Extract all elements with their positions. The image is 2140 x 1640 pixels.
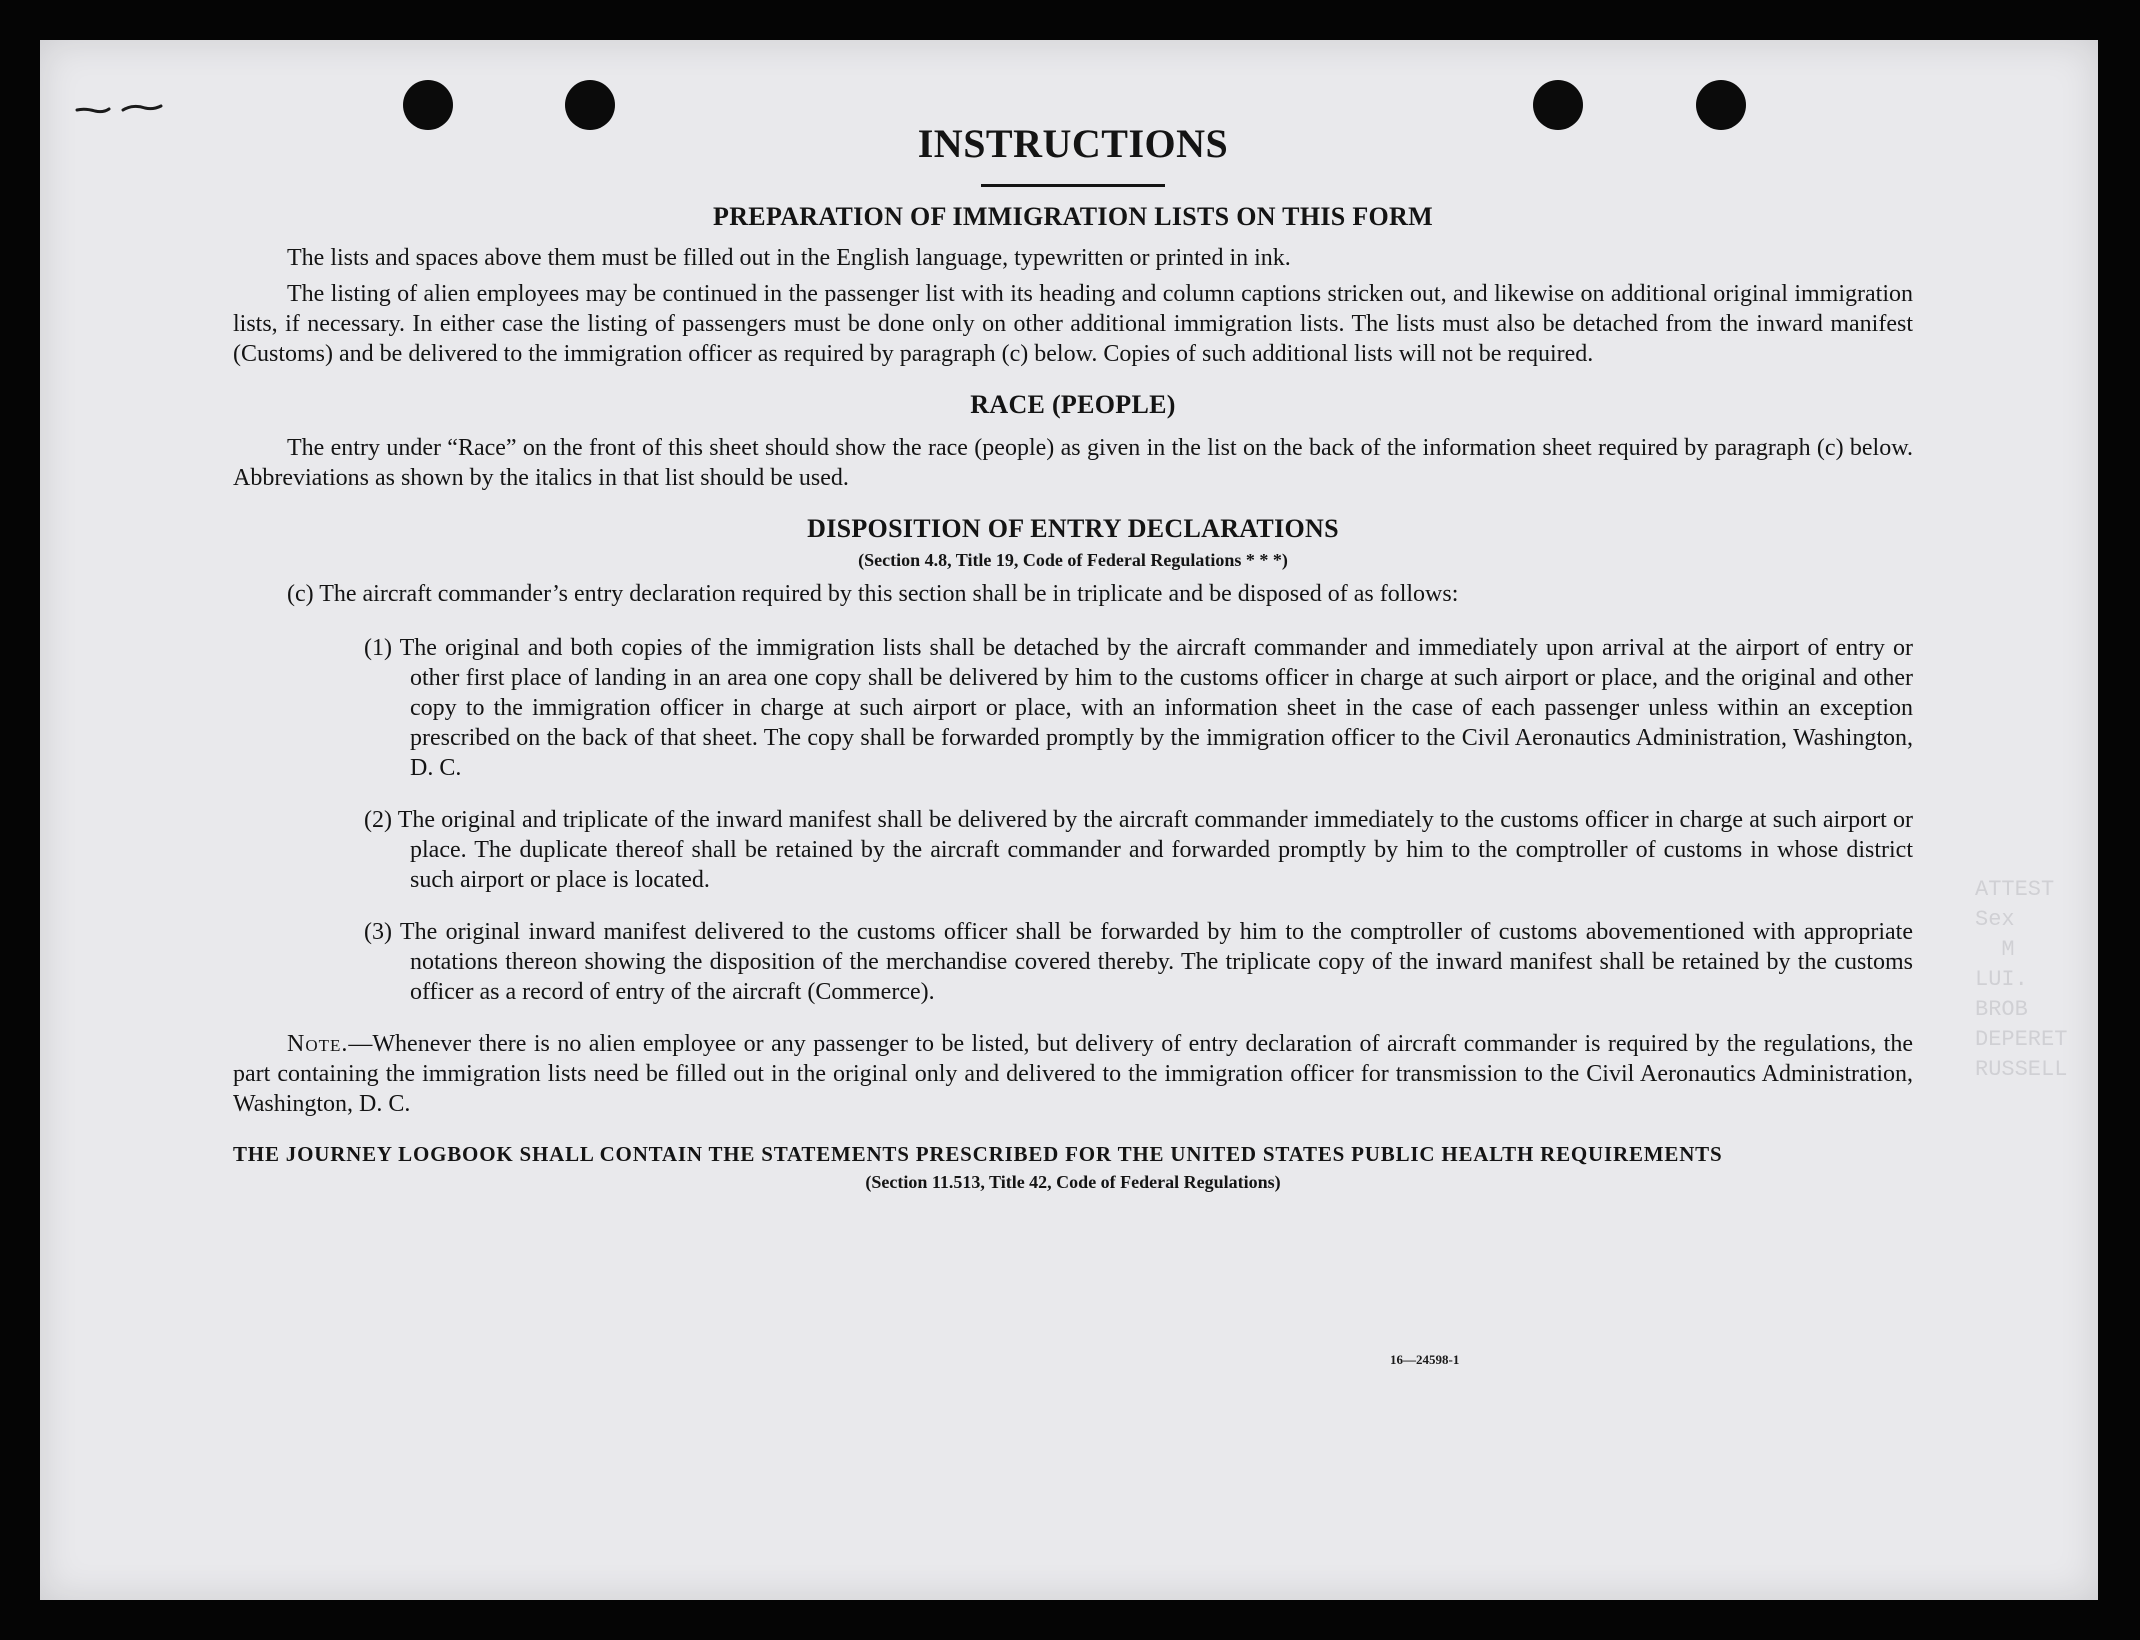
note-paragraph: [233, 1029, 1913, 1119]
disposition-item-1: [233, 633, 1913, 783]
pen-mark-icon: [75, 98, 165, 118]
item-text: The original inward manifest delivered to the customs officer shall be forwarded by him to the comptroller of customs abovementioned with appropriate notations thereon showing the disposition of the merchandise covered thereby. The triplicate copy of the inward manifest shall be retained by the customs officer as a record of entry of the aircraft (Commerce).: [399, 919, 1913, 1005]
note-lead: Note.: [287, 1031, 349, 1057]
race-paragraph: The entry under “Race” on the front of this sheet should show the race (people) as given in the list on the back of the information sheet required by paragraph (c) below. Abbreviations as shown by the italics in that list should be used.: [233, 435, 1913, 491]
section-heading-preparation: PREPARATION OF IMMIGRATION LISTS ON THIS FORM: [713, 202, 1433, 231]
form-number: 16—24598-1: [1390, 1352, 1460, 1367]
section-heading-disposition: DISPOSITION OF ENTRY DECLARATIONS: [807, 514, 1339, 543]
document-page: [40, 40, 2098, 1600]
instructions-body: [233, 118, 1913, 1195]
title-underline: [981, 184, 1165, 187]
disposition-intro: (c) The aircraft commander’s entry declaration required by this section shall be in triplicate and be disposed of as follows:: [287, 581, 1459, 607]
health-requirements-statement: THE JOURNEY LOGBOOK SHALL CONTAIN THE STATEMENTS PRESCRIBED FOR THE UNITED STATES PUBLIC HEALTH REQUIREMENTS: [233, 1142, 1723, 1166]
item-number: (2): [364, 807, 392, 833]
health-citation: (Section 11.513, Title 42, Code of Federal Regulations): [865, 1172, 1281, 1192]
bleed-through-marks: ATTEST Sex M LUI. BROB DEPERET RUSSELL: [1975, 877, 2068, 1082]
item-text: The original and both copies of the immigration lists shall be detached by the aircraft commander and immediately upon arrival at the airport of entry or other first place of landing in an area one copy shall be delivered by him to the customs officer in charge at such airport or place, and the original and other copy to the immigration officer in charge at such airport or place, with an information sheet in the case of each passenger unless within an exception prescribed on the back of that sheet. The copy shall be forwarded promptly by the immigration officer to the Civil Aeronautics Administration, Washington, D. C.: [399, 635, 1913, 781]
preparation-paragraph-1: The lists and spaces above them must be filled out in the English language, typewritten or printed in ink.: [287, 245, 1291, 271]
note-text: —Whenever there is no alien employee or any passenger to be listed, but delivery of entry declaration of aircraft commander is required by the regulations, the part containing the immigration lists need be filled out in the original only and delivered to the immigration officer for transmission to the Civil Aeronautics Administration, Washington, D. C.: [233, 1031, 1913, 1117]
disposition-item-2: [233, 805, 1913, 895]
section-heading-race: RACE (PEOPLE): [970, 390, 1176, 419]
item-number: (1): [364, 635, 392, 661]
disposition-item-3: [233, 917, 1913, 1007]
disposition-citation: (Section 4.8, Title 19, Code of Federal Regulations * * *): [858, 550, 1288, 570]
item-text: The original and triplicate of the inward manifest shall be delivered by the aircraft commander immediately to the customs officer in charge at such airport or place. The duplicate thereof shall be retained by the aircraft commander and forwarded promptly by him to the comptroller of customs in whose district such airport or place is located.: [397, 807, 1913, 893]
item-number: (3): [364, 919, 392, 945]
page-title: INSTRUCTIONS: [917, 121, 1229, 166]
preparation-paragraph-2: The listing of alien employees may be continued in the passenger list with its heading and column captions stricken out, and likewise on additional original immigration lists, if necessary. In either case the listing of passengers must be done only on other additional immigration lists. The lists must also be detached from the inward manifest (Customs) and be delivered to the immigration officer as required by paragraph (c) below. Copies of such additional lists will not be required.: [233, 281, 1913, 367]
